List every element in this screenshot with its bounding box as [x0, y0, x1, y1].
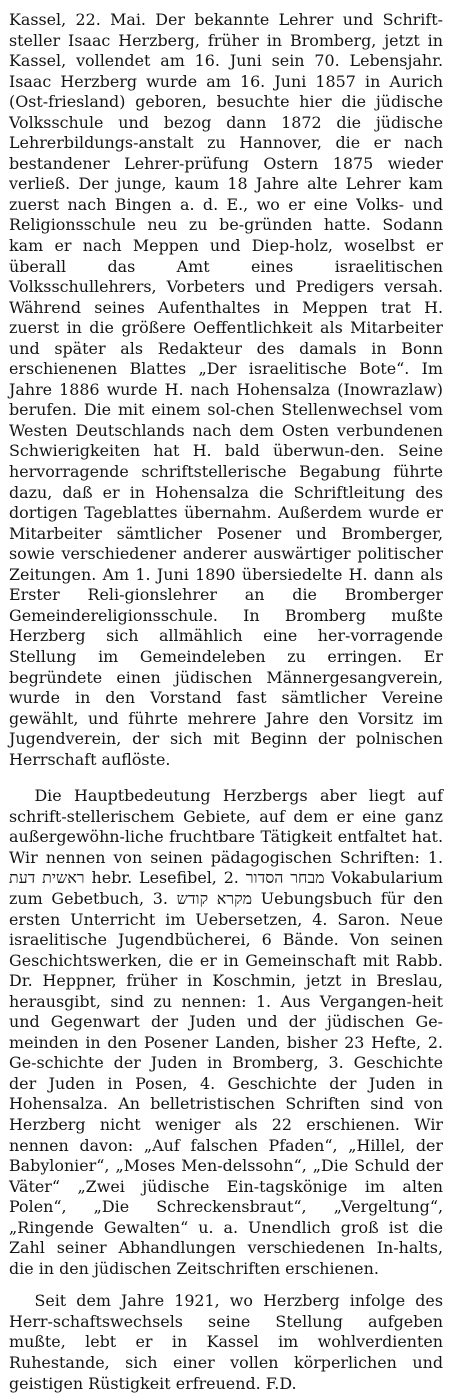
text-line: den. Seine hervorragende schriftstellerische Begabung	[9, 441, 443, 482]
text-line: in Posen, 4. Geschichte der Juden in Hohensalza. An	[9, 1073, 443, 1114]
article-paragraph-works	[9, 786, 443, 1279]
text-line: In Bromberg mußte Herzberg sich allmählich eine her-	[9, 605, 443, 646]
text-line: Kassel, 22. Mai. Der bekannte Lehrer und Schrift-	[9, 10, 443, 29]
text-line: als Redakteur des damals in Bonn erschienenen Blattes	[9, 338, 443, 379]
text-line: Isaac Herzberg wurde am 16. Juni 1857 in Aurich (Ost-	[9, 71, 443, 112]
text-line: verschiedener anderer auswärtiger politischer Zeitungen.	[9, 544, 443, 584]
text-line: Während seines Aufenthaltes in Meppen trat H. zuerst	[9, 297, 443, 338]
text-line: weniger als 22 erschienen. Wir nennen davon: „Auf	[9, 1114, 443, 1155]
text-line: Von seinen Geschichtswerken, die er in Gemeinschaft	[9, 930, 443, 970]
text-line: anstalt zu Hannover, die er nach bestandener Lehrer-	[9, 133, 443, 173]
text-line: Hohensalza (Inowrazlaw) berufen. Die mit einem sol-	[9, 379, 443, 420]
text-line: schaftswechsels seine Stellung aufgeben mußte, lebt er	[9, 1311, 443, 1352]
text-line: seinen pädagogischen Schriften: 1. ראשית דעת hebr.	[9, 847, 443, 888]
text-line: chen Stellenwechsel vom Westen Deutschlands nach dem	[9, 400, 444, 440]
text-line: wo er eine Volks- und Religionsschule neu zu be-	[9, 194, 443, 235]
text-line: Seit dem Jahre 1921, wo Herzberg infolge des Herr-	[9, 1291, 443, 1331]
text-line: groß ist die Zahl seiner Abhandlungen verschiedenen In-	[9, 1217, 443, 1258]
text-line: liche fruchtbare Tätigkeit entfaltet hat. Wir nennen von	[9, 827, 443, 867]
text-line: delssohn“, „Die Schuld der Väter“ „Zwei jüdische Ein-	[9, 1156, 443, 1196]
text-line: Osten verbundenen Schwierigkeiten hat H. bald überwun-	[9, 420, 443, 461]
text-line: körperlichen und geistigen Rüstigkeit erfreuend. F.D.	[9, 1353, 443, 1393]
text-line: friesland) geboren, besuchte hier die jüdische Volksschule	[9, 92, 443, 132]
text-line: belletristischen Schriften sind von Herzberg nicht	[9, 1094, 443, 1134]
text-line: Mitarbeiter sämtlicher Posener und Bromberger, sowie	[9, 523, 443, 564]
text-line: Volksschullehrers, Vorbeters und Predigers versah.	[9, 277, 443, 297]
paragraph-gap	[9, 1279, 443, 1291]
text-line: meinden in den Posener Landen, bisher 23 Hefte, 2. Ge-	[9, 1032, 443, 1073]
article-paragraph-biography	[9, 10, 443, 770]
text-line: in Kassel im wohlverdienten Ruhestande, sich einer vollen	[9, 1332, 443, 1372]
text-line: und bezog dann 1872 die jüdische Lehrerbildungs-	[9, 112, 443, 153]
text-line: Am 1. Juni 1890 übersiedelte H. dann als Erster Reli-	[9, 564, 443, 605]
paragraph-gap	[9, 770, 443, 786]
text-line: 18 Jahre alte Lehrer kam zuerst nach Bingen a. d. E.,	[9, 174, 443, 214]
text-line: Die Hauptbedeutung Herzbergs aber liegt auf schrift-	[9, 786, 443, 826]
text-line: „Der israelitische Bote“. Im Jahre 1886 wurde H. nach	[9, 359, 444, 399]
text-line: 4. Saron. Neue israelitische Jugendbücherei, 6 Bände.	[9, 909, 443, 950]
text-line: holz, woselbst er überall das Amt eines israelitischen	[9, 236, 444, 276]
text-line: in Kassel, vollendet am 16. Juni sein 70. Lebensjahr.	[9, 30, 443, 71]
text-line: vorragende Stellung im Gemeindeleben zu erringen. Er	[9, 626, 443, 666]
text-line: „Vergeltung“, „Ringende Gewalten“ u. a. Unendlich	[9, 1197, 443, 1237]
text-line: Uebungsbuch für den ersten Unterricht im Uebersetzen,	[9, 888, 443, 929]
text-line: in die größere Oeffentlichkeit als Mitarbeiter und später	[9, 318, 443, 358]
text-line: begründete einen jüdischen Männergesangverein, wurde	[9, 667, 443, 708]
text-line: gründen hatte. Sodann kam er nach Meppen und Diep-	[9, 215, 443, 256]
text-line: schichte der Juden in Bromberg, 3. Geschichte der Juden	[9, 1053, 443, 1093]
text-line: halts, die in den jüdischen Zeitschriften erschienen.	[9, 1238, 443, 1278]
text-line: führte dazu, daß er in Hohensalza die Schriftleitung des	[9, 462, 443, 502]
text-line: sich mit Beginn der polnischen Herrschaft auflöste.	[9, 729, 443, 769]
text-line: Breslau, herausgibt, sind zu nennen: 1. Aus Vergangen-	[9, 971, 443, 1011]
text-line: in den Vorstand fast sämtlicher Vereine gewählt, und	[9, 688, 443, 728]
text-line: dortigen Tageblattes übernahm. Außerdem wurde er	[9, 503, 443, 523]
text-line: heit und Gegenwart der Juden und der jüdischen Ge-	[9, 991, 443, 1032]
text-line: gionslehrer an die Bromberger Gemeindereligionsschule.	[9, 585, 443, 625]
text-line: falschen Pfaden“, „Hillel, der Babylonier“, „Moses Men-	[9, 1135, 443, 1176]
text-line: stellerischem Gebiete, auf dem er eine ganz außergewöhn-	[9, 806, 443, 847]
text-line: prüfung Ostern 1875 wieder verließ. Der junge, kaum	[9, 153, 444, 194]
text-line: tagskönige im alten Polen“, „Die Schreckensbraut“,	[9, 1176, 443, 1217]
article-paragraph-retirement	[9, 1291, 443, 1394]
text-line: führte mehrere Jahre den Vorsitz im Jugendverein, der	[9, 708, 443, 749]
text-line: Lesefibel, 2. מבחר הסדור Vokabularium zum Gebetbuch, 3. מקרא קודש	[9, 868, 443, 908]
text-line: steller Isaac Herzberg, früher in Bromberg, jetzt	[9, 30, 420, 50]
text-line: mit Rabb. Dr. Heppner, früher in Koschmin, jetzt in	[9, 950, 443, 991]
